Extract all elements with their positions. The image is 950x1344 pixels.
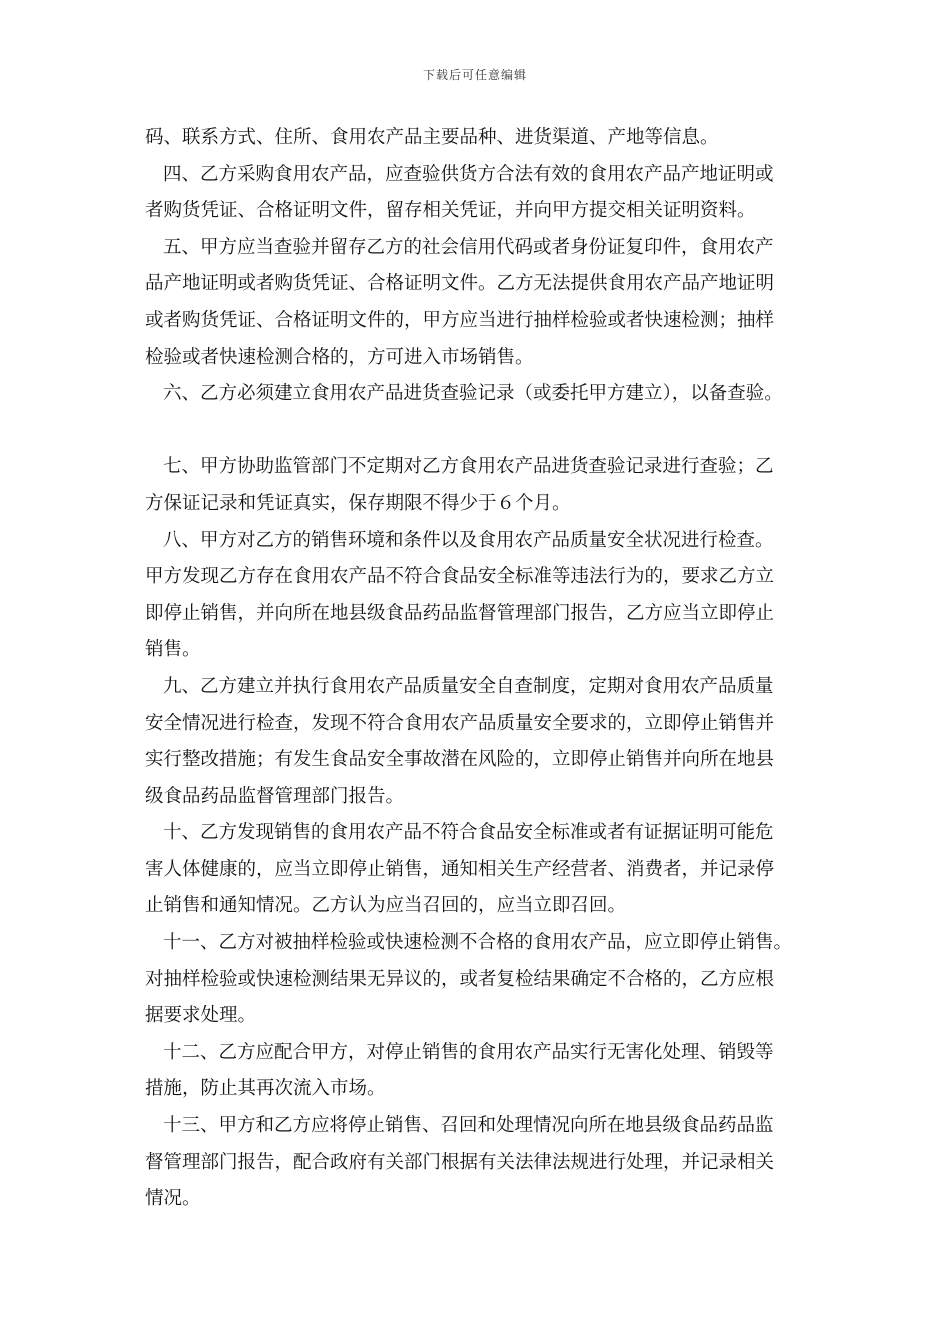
- text-line: 十、乙方发现销售的食用农产品不符合食品安全标准或者有证据证明可能危: [163, 822, 774, 844]
- text-line: 或者购货凭证、合格证明文件的，甲方应当进行抽样检验或者快速检测；抽样: [145, 309, 775, 331]
- text-line: 对抽样检验或快速检测结果无异议的，或者复检结果确定不合格的，乙方应根: [145, 968, 775, 990]
- text-line: 措施，防止其再次流入市场。: [145, 1078, 386, 1100]
- text-line: 十三、甲方和乙方应将停止销售、召回和处理情况向所在地县级食品药品监: [163, 1115, 774, 1137]
- paragraph-item-10: [145, 815, 817, 925]
- text-line: 甲方发现乙方存在食用农产品不符合食品安全标准等违法行为的，要求乙方立: [145, 566, 775, 588]
- text-line: 安全情况进行检查，发现不符合食用农产品质量安全要求的，立即停止销售并: [145, 712, 775, 734]
- text-line: 销售。: [145, 639, 201, 661]
- text-line: 八、甲方对乙方的销售环境和条件以及食用农产品质量安全状况进行检查。: [163, 529, 774, 551]
- paragraph-item-13: [145, 1108, 817, 1218]
- text-line: 即停止销售，并向所在地县级食品药品监督管理部门报告，乙方应当立即停止: [145, 602, 775, 624]
- paragraph-item-5: [145, 230, 817, 376]
- blank-line: [145, 413, 817, 450]
- text-line: 害人体健康的，应当立即停止销售，通知相关生产经营者、消费者，并记录停: [145, 858, 775, 880]
- paragraph-item-7: [145, 449, 817, 522]
- paragraph-item-11: [145, 925, 817, 1035]
- text-line: 情况。: [145, 1188, 201, 1210]
- text-line: 九、乙方建立并执行食用农产品质量安全自查制度，定期对食用农产品质量: [163, 675, 774, 697]
- text-line: 者购货凭证、合格证明文件，留存相关凭证，并向甲方提交相关证明资料。: [145, 200, 756, 222]
- paragraph-item-6: [145, 376, 817, 413]
- paragraph-item-8: [145, 523, 817, 669]
- text-line: 码、联系方式、住所、食用农产品主要品种、进货渠道、产地等信息。: [145, 127, 719, 148]
- text-line: 四、乙方采购食用农产品，应查验供货方合法有效的食用农产品产地证明或: [163, 163, 774, 185]
- text-line: 督管理部门报告，配合政府有关部门根据有关法律法规进行处理，并记录相关: [145, 1151, 775, 1173]
- paragraph-item-9: [145, 669, 817, 815]
- document-body: [145, 120, 817, 1218]
- text-line: 检验或者快速检测合格的，方可进入市场销售。: [145, 346, 534, 368]
- text-line: 十一、乙方对被抽样检验或快速检测不合格的食用农产品，应立即停止销售。: [163, 932, 793, 954]
- text-line: 七、甲方协助监管部门不定期对乙方食用农产品进货查验记录进行查验；乙: [163, 456, 774, 478]
- text-line: 品产地证明或者购货凭证、合格证明文件。乙方无法提供食用农产品产地证明: [145, 273, 775, 295]
- page-header: 下载后可任意编辑: [422, 68, 527, 82]
- text-line: 五、甲方应当查验并留存乙方的社会信用代码或者身份证复印件，食用农产: [163, 236, 774, 258]
- text-line: 据要求处理。: [145, 1005, 257, 1027]
- text-line: 实行整改措施；有发生食品安全事故潜在风险的，立即停止销售并向所在地县: [145, 749, 775, 771]
- text-line: 级食品药品监督管理部门报告。: [145, 785, 405, 807]
- paragraph-contact-info: [145, 120, 817, 157]
- text-line: 十二、乙方应配合甲方，对停止销售的食用农产品实行无害化处理、销毁等: [163, 1041, 774, 1063]
- text-line: 方保证记录和凭证真实，保存期限不得少于６个月。: [145, 492, 571, 514]
- paragraph-item-12: [145, 1035, 817, 1108]
- text-line: 止销售和通知情况。乙方认为应当召回的，应当立即召回。: [145, 895, 627, 917]
- paragraph-item-4: [145, 157, 817, 230]
- text-line: 六、乙方必须建立食用农产品进货查验记录（或委托甲方建立），以备查验。: [163, 383, 783, 405]
